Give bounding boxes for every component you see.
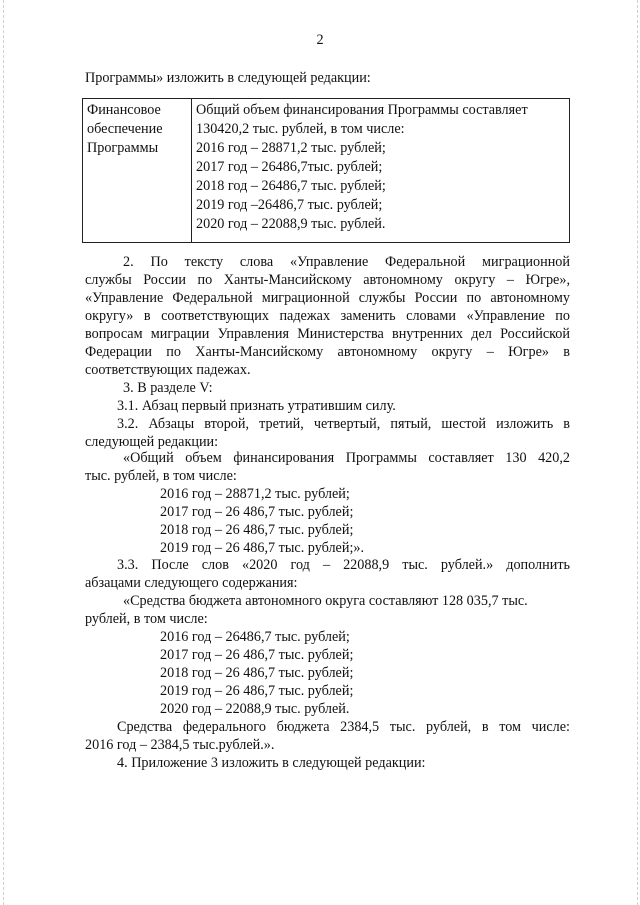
body-line: абзацами следующего содержания:	[85, 575, 298, 591]
financing-table	[82, 98, 570, 243]
body-line: следующей редакции:	[85, 434, 219, 450]
year-line: 2018 год – 26 486,7 тыс. рублей;	[160, 665, 354, 681]
body-line: Средства федерального бюджета 2384,5 тыс. рублей, в том числе:	[117, 719, 570, 735]
year-line: 2017 год – 26 486,7 тыс. рублей;	[160, 504, 354, 520]
body-line: «Управление Федеральной миграционной службы России по автономному	[85, 290, 570, 306]
quote-line: рублей, в том числе:	[85, 611, 208, 627]
quote-line: «Общий объем финансирования Программы составляет 130 420,2	[123, 450, 570, 466]
financing-content-cell	[192, 99, 570, 243]
financing-content-line: 2018 год – 26486,7 тыс. рублей;	[196, 178, 386, 194]
financing-label-line: Финансовое	[87, 102, 161, 118]
year-line: 2016 год – 28871,2 тыс. рублей;	[160, 486, 350, 502]
section-heading: 3. В разделе V:	[123, 380, 213, 396]
body-line: 4. Приложение 3 изложить в следующей редакции:	[117, 755, 426, 771]
body-line: 3.2. Абзацы второй, третий, четвертый, пятый, шестой изложить в	[117, 416, 570, 432]
body-line: 2016 год – 2384,5 тыс.рублей.».	[85, 737, 275, 753]
year-line: 2020 год – 22088,9 тыс. рублей.	[160, 701, 350, 717]
financing-content-line: 2019 год –26486,7 тыс. рублей;	[196, 197, 383, 213]
year-line: 2017 год – 26 486,7 тыс. рублей;	[160, 647, 354, 663]
body-line: вопросам миграции Управления Министерства внутренних дел Российской	[85, 326, 570, 342]
body-line: соответствующих падежах.	[85, 362, 251, 378]
financing-label-line: Программы	[87, 140, 159, 156]
financing-label-cell	[83, 99, 192, 243]
body-line: 3.1. Абзац первый признать утратившим силу.	[117, 398, 396, 414]
year-line: 2018 год – 26 486,7 тыс. рублей;	[160, 522, 354, 538]
year-line: 2016 год – 26486,7 тыс. рублей;	[160, 629, 350, 645]
intro-text: Программы» изложить в следующей редакции:	[85, 70, 371, 86]
quote-line: «Средства бюджета автономного округа составляют 128 035,7 тыс.	[123, 593, 528, 609]
financing-content-line: 2017 год – 26486,7тыс. рублей;	[196, 159, 383, 175]
body-line: Федерации по Ханты-Мансийскому автономному округу – Югре» в	[85, 344, 570, 360]
page-number: 2	[316, 32, 324, 48]
body-line: службы России по Ханты-Мансийскому автономному округу – Югре»,	[85, 272, 570, 288]
body-line: округу» в соответствующих падежах заменить словами «Управление по	[85, 308, 570, 324]
year-line: 2019 год – 26 486,7 тыс. рублей;	[160, 683, 354, 699]
body-line: 3.3. После слов «2020 год – 22088,9 тыс. рублей.» дополнить	[117, 557, 570, 573]
financing-content-line: 2016 год – 28871,2 тыс. рублей;	[196, 140, 386, 156]
financing-content-line: 2020 год – 22088,9 тыс. рублей.	[196, 216, 386, 232]
quote-line: тыс. рублей, в том числе:	[85, 468, 237, 484]
page-left-edge	[3, 0, 5, 905]
year-line: 2019 год – 26 486,7 тыс. рублей;».	[160, 540, 365, 556]
financing-label-line: обеспечение	[87, 121, 163, 137]
page-right-edge	[636, 0, 638, 905]
financing-content-line: 130420,2 тыс. рублей, в том числе:	[196, 121, 405, 137]
body-line: 2. По тексту слова «Управление Федеральной миграционной	[123, 254, 570, 270]
financing-content-line: Общий объем финансирования Программы составляет	[196, 102, 528, 118]
